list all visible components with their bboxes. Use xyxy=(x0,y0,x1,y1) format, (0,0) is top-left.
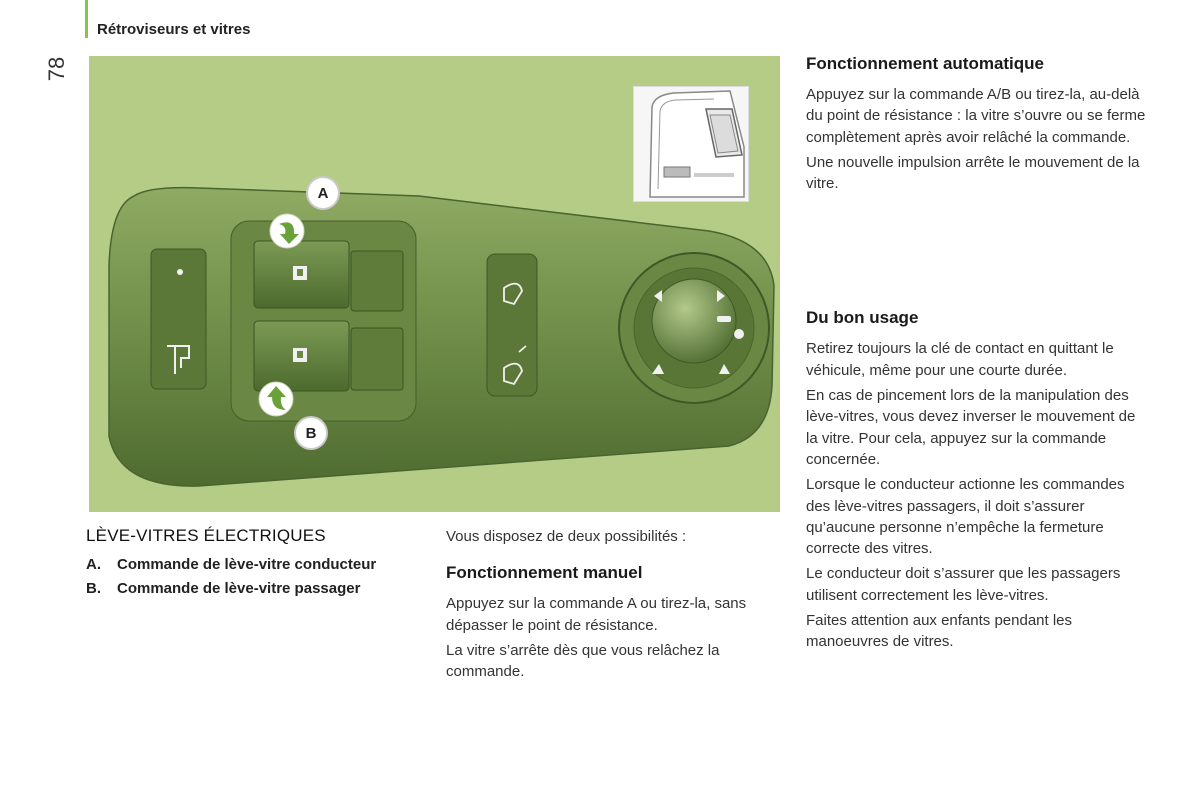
legend-item-a xyxy=(86,556,426,573)
automatic-operation-heading: Fonctionnement automatique xyxy=(806,54,1044,73)
van-door-thumbnail xyxy=(633,86,749,202)
callout-a: A xyxy=(308,178,338,208)
manual-operation-heading: Fonctionnement manuel xyxy=(446,563,643,583)
page-number: 78 xyxy=(44,56,69,82)
spacer xyxy=(806,198,1151,308)
paragraph: La vitre s’arrête dès que vous relâchez la commande. xyxy=(446,641,720,681)
paragraph: Lorsque le conducteur actionne les commandes des lève-vitres passagers, il doit s’assurer qu’aucune personne n’empêche la fermeture correcte des vitres. xyxy=(806,476,1125,558)
paragraph: Appuyez sur la commande A/B ou tirez-la, au-delà du point de résistance : la vitre s’ouvre ou se ferme complètement après avoir relâché la commande. xyxy=(806,86,1146,146)
section-accent-bar xyxy=(85,0,88,38)
legend-item-b xyxy=(86,580,426,597)
window-switch-illustration xyxy=(89,56,780,512)
paragraph: Une nouvelle impulsion arrête le mouvement de la vitre. xyxy=(806,153,1140,193)
left-column xyxy=(86,526,426,604)
legend-list xyxy=(86,556,426,597)
paragraph: En cas de pincement lors de la manipulation des lève-vitres, vous devez inverser le mouvement de la vitre. Pour cela, appuyez sur la commande concernée. xyxy=(806,387,1136,468)
paragraph: Faites attention aux enfants pendant les manoeuvres de vitres. xyxy=(806,612,1073,651)
legend-letter: A. xyxy=(86,556,101,573)
middle-column xyxy=(446,526,776,686)
paragraph: Le conducteur doit s’assurer que les passagers utilisent correctement les lève-vitres. xyxy=(806,565,1121,604)
paragraph: Retirez toujours la clé de contact en quittant le véhicule, même pour une courte durée. xyxy=(806,340,1114,379)
child-lock-indicator-icon xyxy=(177,269,183,275)
legend-text: Commande de lève-vitre conducteur xyxy=(117,556,377,573)
legend-text: Commande de lève-vitre passager xyxy=(117,580,361,597)
section-title: Rétroviseurs et vitres xyxy=(97,21,251,38)
legend-letter: B. xyxy=(86,580,101,597)
intro-text: Vous disposez de deux possibilités : xyxy=(446,528,687,545)
right-column xyxy=(806,54,1151,657)
power-windows-heading: LÈVE-VITRES ÉLECTRIQUES xyxy=(86,526,326,545)
mirror-select-housing xyxy=(487,254,537,396)
paragraph: Appuyez sur la commande A ou tirez-la, sans dépasser le point de résistance. xyxy=(446,595,747,634)
proper-use-heading: Du bon usage xyxy=(806,308,919,328)
callout-b: B xyxy=(296,418,326,448)
